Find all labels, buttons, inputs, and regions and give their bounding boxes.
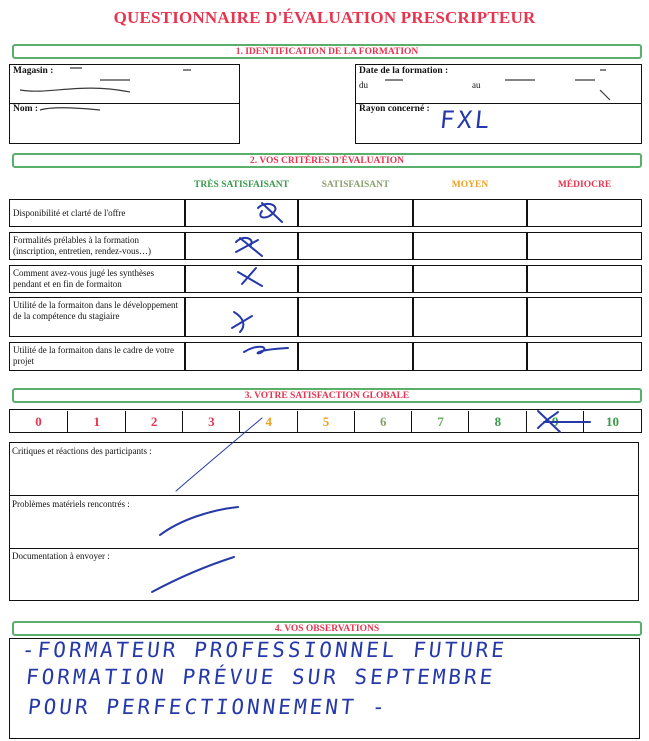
rating-cell[interactable] [185,232,298,260]
rating-cell[interactable] [185,265,298,293]
rating-cell[interactable] [413,297,527,337]
critiques-label: Critiques et réactions des participants : [12,446,152,456]
section-2-heading: 2. VOS CRITÈRES D'ÉVALUATION [12,153,642,168]
date-label: Date de la formation : [359,66,449,76]
score-option[interactable]: 8 [468,411,526,432]
rating-cell[interactable] [527,265,642,293]
observation-line: FORMATION PRÉVUE SUR SEPTEMBRE [24,665,497,689]
rayon-handwritten-value: FXL [438,106,494,134]
column-satisfaisant: SATISFAISANT [321,180,390,190]
problemes-label: Problèmes matériels rencontrés : [12,499,130,509]
criterion-label: Disponibilité et clarté de l'offre [9,199,185,227]
rating-cell[interactable] [298,199,413,227]
rating-cell[interactable] [527,342,642,371]
observation-line: POUR PERFECTIONNEMENT - [26,695,390,719]
column-tres-satisfaisant: TRÈS SATISFAISANT [194,180,289,190]
rating-cell[interactable] [298,232,413,260]
criterion-label: Comment avez-vous jugé les synthèses pendant et en fin de formaiton [9,265,185,293]
section-1-heading: 1. IDENTIFICATION DE LA FORMATION [12,44,642,59]
rating-cell[interactable] [298,265,413,293]
score-option[interactable]: 10 [583,411,641,432]
column-mediocre: MÉDIOCRE [557,180,612,190]
comments-divider [9,495,639,496]
rating-cell[interactable] [413,199,527,227]
section-4-heading: 4. VOS OBSERVATIONS [12,621,642,636]
score-option[interactable]: 0 [35,414,42,429]
section-3-heading: 3. VOTRE SATISFACTION GLOBALE [12,388,642,403]
criterion-label: Formalités prélables à la formation (inscription, entretien, rendez-vous…) [9,232,185,260]
observation-line: -FORMATEUR PROFESSIONNEL FUTURE [20,638,509,662]
score-option[interactable]: 2 [125,411,183,432]
rating-cell[interactable] [413,342,527,371]
rating-cell[interactable] [413,232,527,260]
rating-cell[interactable] [185,199,298,227]
magasin-label: Magasin : [13,66,54,76]
du-label: du [359,80,368,90]
rayon-label: Rayon concerné : [359,104,430,114]
criterion-label: Utilité de la formaiton dans le développement de la compétence du stagiaire [9,297,185,337]
rating-cell[interactable] [527,199,642,227]
nom-label: Nom : [13,104,39,114]
page-title: QUESTIONNAIRE D'ÉVALUATION PRESCRIPTEUR [113,8,536,27]
rating-cell[interactable] [185,297,298,337]
documentation-label: Documentation à envoyer : [12,551,110,561]
comments-box [9,442,639,601]
comments-divider [9,548,639,549]
score-option[interactable]: 6 [354,411,412,432]
score-option[interactable]: 4 [239,411,297,432]
column-moyen: MOYEN [451,180,489,190]
score-option[interactable]: 5 [297,411,355,432]
score-option[interactable]: 1 [67,411,125,432]
rating-cell[interactable] [527,297,642,337]
score-option[interactable]: 9 [526,411,584,432]
score-option[interactable]: 3 [182,411,240,432]
criterion-label: Utilité de la formaiton dans le cadre de votre projet [9,342,185,371]
rating-cell[interactable] [185,342,298,371]
au-label: au [472,80,481,90]
rating-cell[interactable] [298,297,413,337]
rating-cell[interactable] [298,342,413,371]
rating-cell[interactable] [413,265,527,293]
score-option[interactable]: 7 [411,411,469,432]
rating-cell[interactable] [527,232,642,260]
